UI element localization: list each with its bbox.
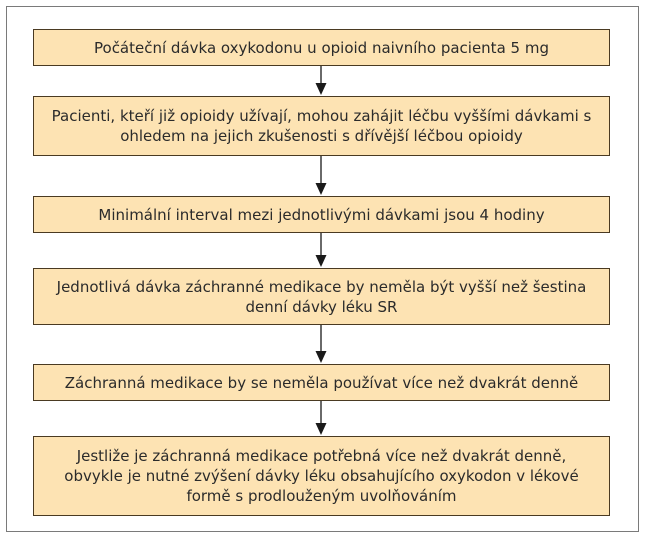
flow-step-3-text: Minimální interval mezi jednotlivými dávkami jsou 4 hodiny <box>98 205 545 224</box>
flow-step-4-text: Jednotlivá dávka záchranné medikace by neměla být vyšší než šestina denní dávky léku SR <box>56 277 587 316</box>
flow-step-1-text: Počáteční dávka oxykodonu u opioid naivního pacienta 5 mg <box>94 38 549 57</box>
flow-step-5 <box>33 364 610 401</box>
flow-step-4 <box>33 268 610 325</box>
flow-step-5-text: Záchranná medikace by se neměla používat více než dvakrát denně <box>64 373 579 392</box>
flow-step-2-text: Pacienti, kteří již opioidy užívají, mohou zahájit léčbu vyššími dávkami s ohledem na jejich zkušenosti s dřívější léčbou opioidy <box>51 107 592 145</box>
flow-step-2 <box>33 96 610 156</box>
flow-step-3 <box>33 196 610 233</box>
flow-step-6-text: Jestliže je záchranná medikace potřebná více než dvakrát denně, obvykle je nutné zvýšení dávky léku obsahujícího oxykodon v lékové formě s prodlouženým uvolňováním <box>64 447 579 505</box>
flow-step-6 <box>33 436 610 516</box>
flow-step-1 <box>33 29 610 66</box>
